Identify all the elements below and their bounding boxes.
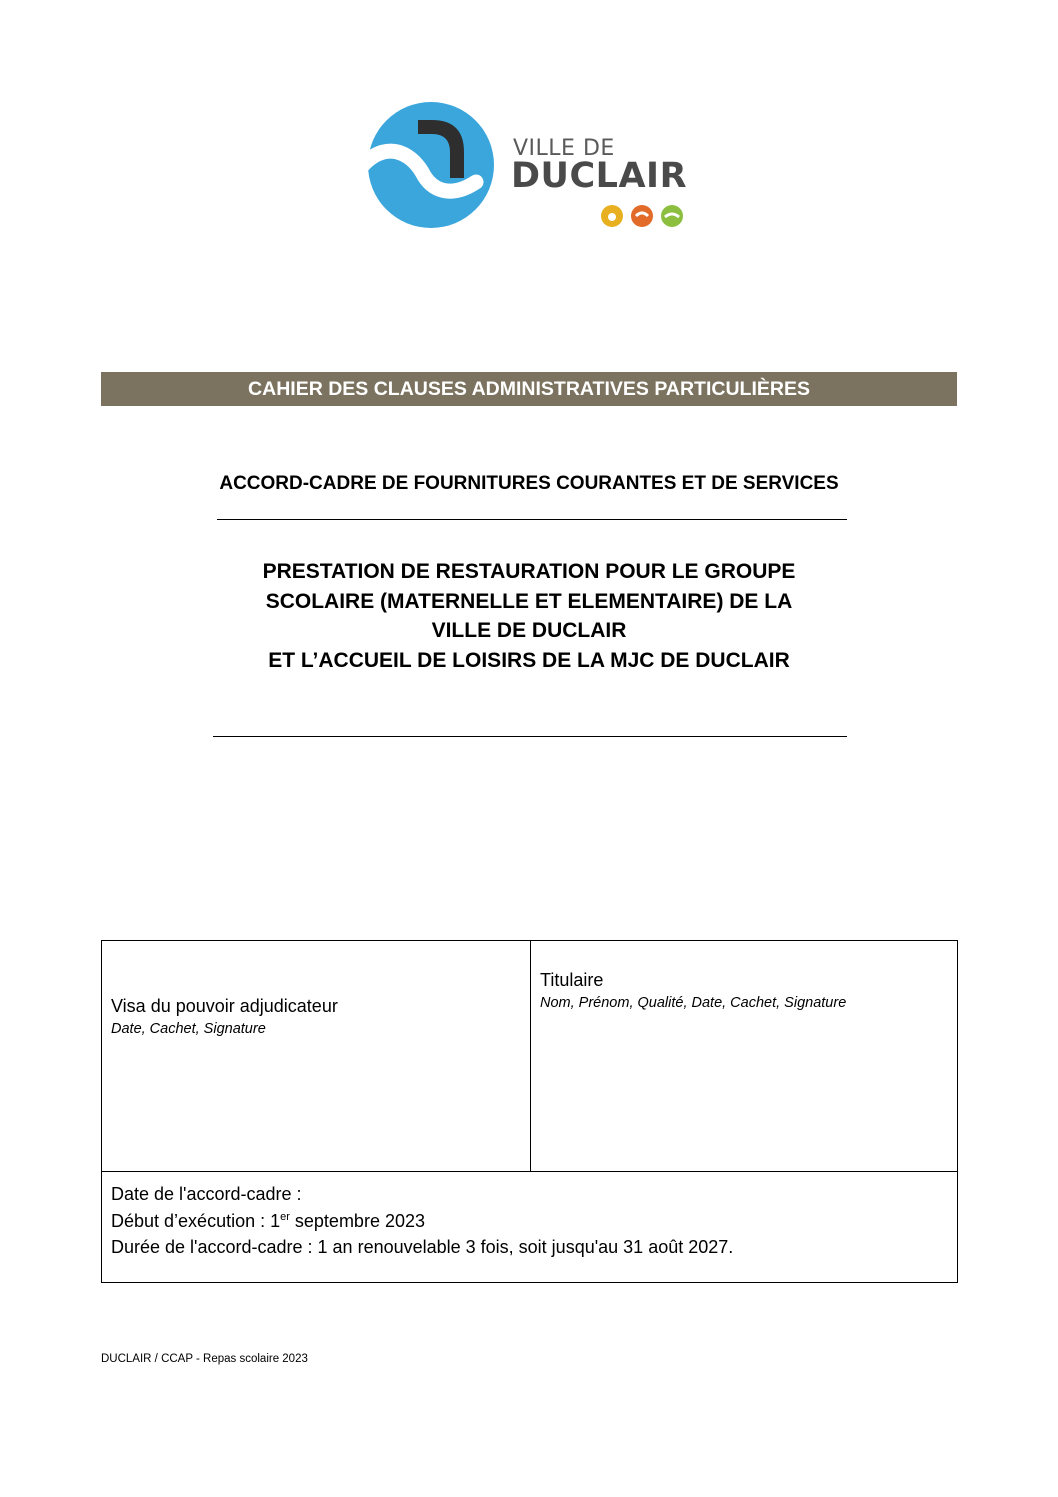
title-line-1: PRESTATION DE RESTAURATION POUR LE GROUPE (262, 560, 796, 583)
title-line-2: SCOLAIRE (MATERNELLE ET ELEMENTAIRE) DE LA (265, 589, 793, 613)
contract-info-cell (102, 1172, 957, 1282)
contract-duration: Durée de l'accord-cadre : 1 an renouvelable 3 fois, soit jusqu'au 31 août 2027. (111, 1237, 734, 1257)
signature-table (101, 940, 958, 1283)
contracting-authority-note: Date, Cachet, Signature (111, 1021, 266, 1037)
title-line-3: VILLE DE DUCLAIR (431, 619, 627, 642)
contracting-authority-cell (102, 941, 531, 1172)
contract-date-label: Date de l'accord-cadre : (111, 1184, 302, 1204)
logo-dots-icon (600, 202, 690, 230)
duclair-emblem-icon (366, 100, 496, 230)
page-footer: DUCLAIR / CCAP - Repas scolaire 2023 (101, 1353, 308, 1365)
duclair-logo (366, 98, 696, 233)
execution-start-prefix: Début d’exécution : 1 (111, 1210, 281, 1231)
title-line-4: ET L’ACCUEIL DE LOISIRS DE LA MJC DE DUCLAIR (268, 648, 790, 672)
divider-bottom (213, 736, 847, 737)
divider-top (217, 519, 847, 520)
logo-line2: DUCLAIR (511, 156, 688, 196)
execution-start (111, 1208, 733, 1235)
contracting-authority-heading: Visa du pouvoir adjudicateur (111, 996, 338, 1016)
document-title (101, 557, 957, 675)
logo-line1: VILLE DE (513, 136, 615, 161)
holder-cell (531, 941, 957, 1172)
execution-start-suffix: septembre 2023 (289, 1210, 425, 1231)
holder-heading: Titulaire (540, 970, 604, 990)
execution-start-sup: er (280, 1210, 290, 1223)
contract-type-heading: ACCORD-CADRE DE FOURNITURES COURANTES ET DE SERVICES (219, 473, 839, 494)
document-type-banner: CAHIER DES CLAUSES ADMINISTRATIVES PARTICULIÈRES (101, 372, 957, 406)
holder-note: Nom, Prénom, Qualité, Date, Cachet, Signature (540, 995, 847, 1011)
